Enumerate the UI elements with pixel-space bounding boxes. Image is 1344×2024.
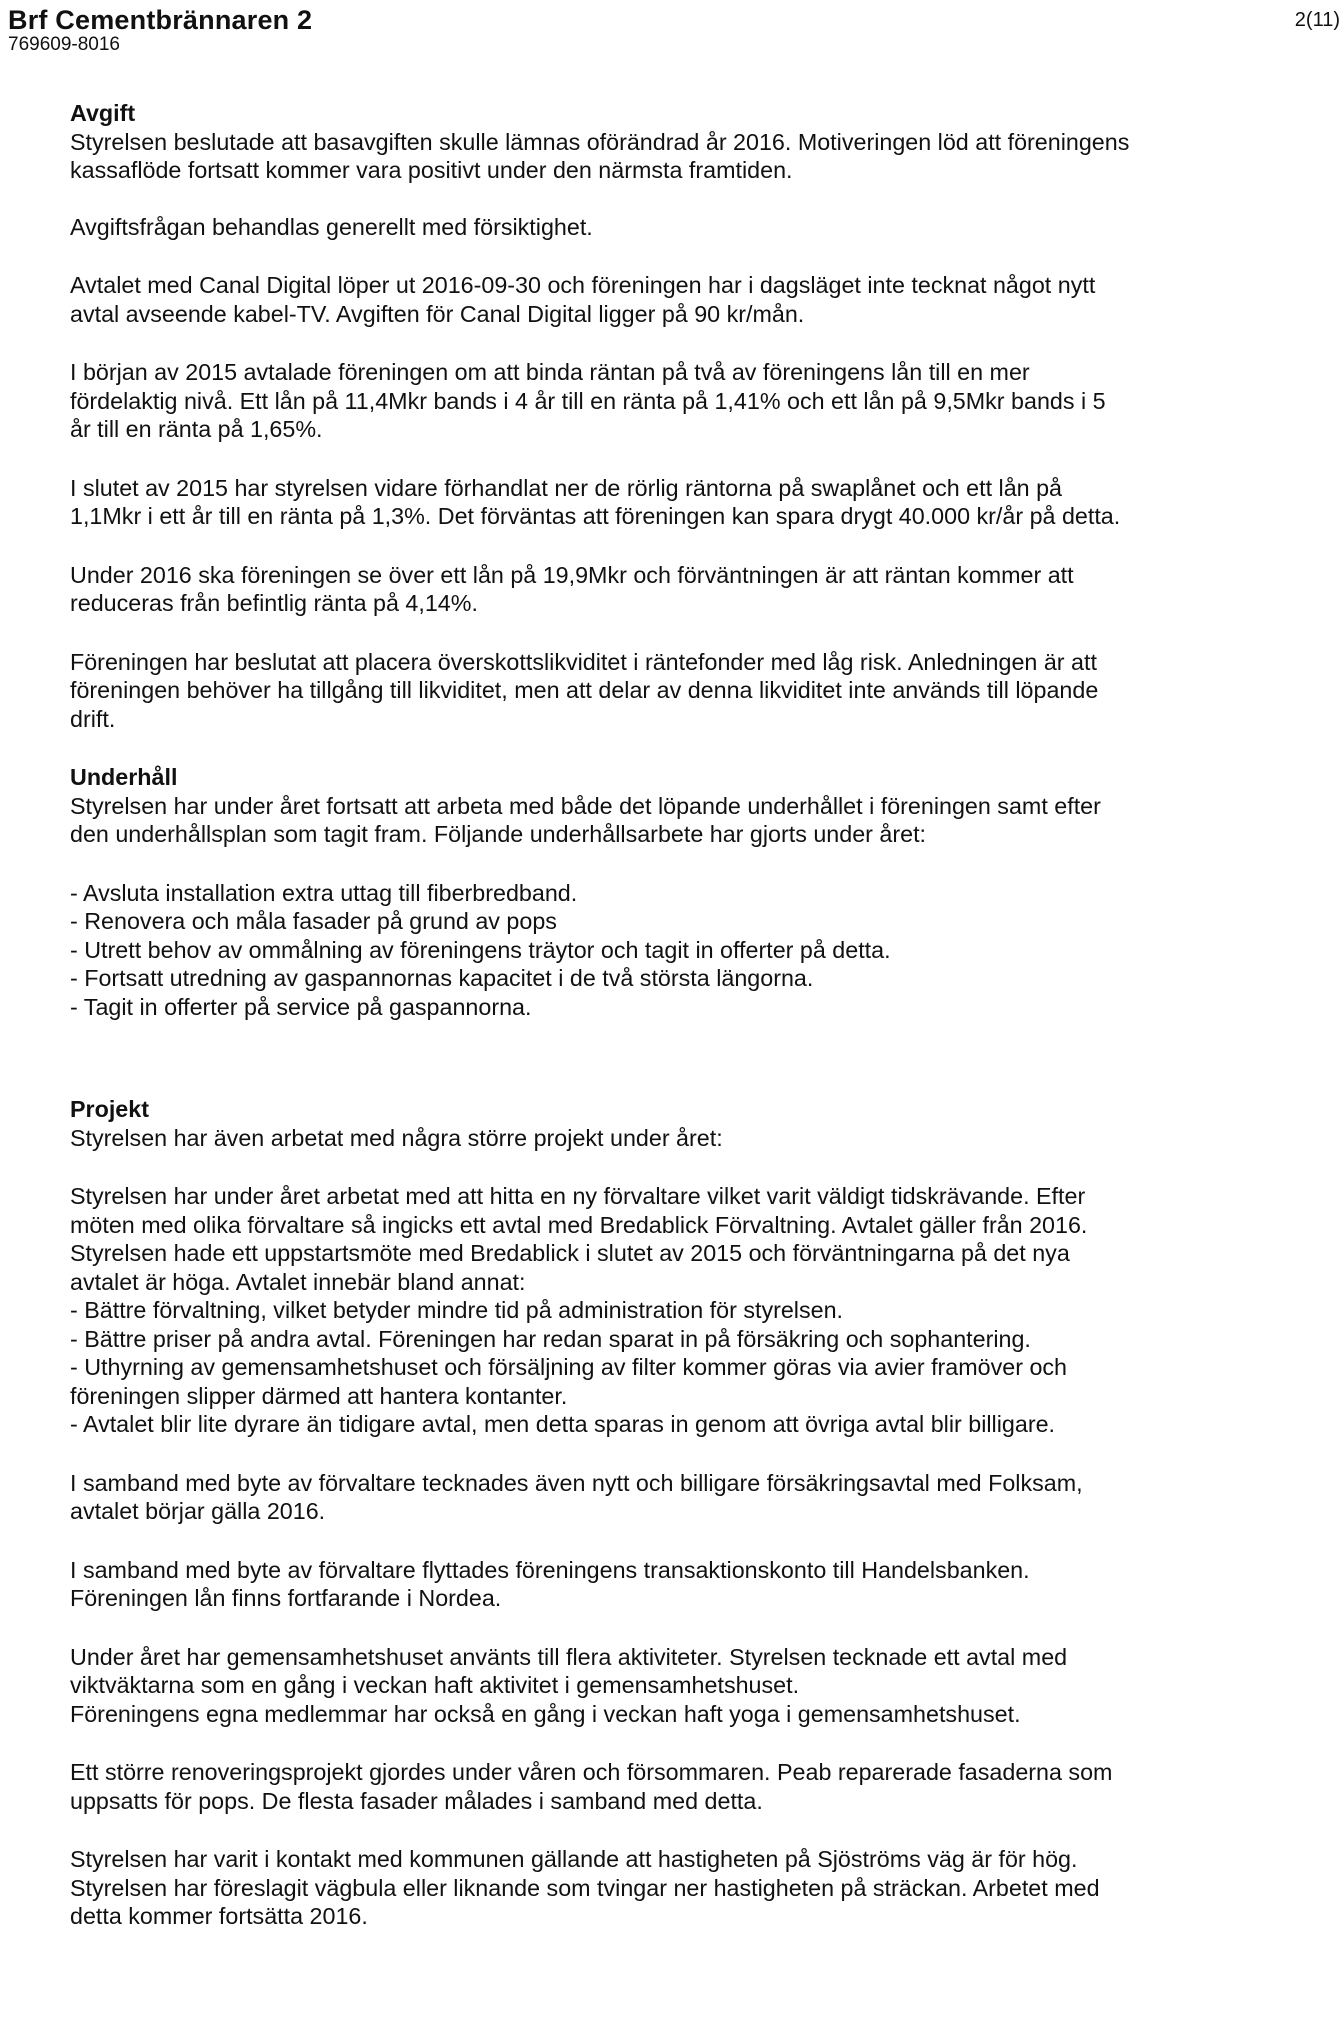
section-heading-underhall: Underhåll [70, 764, 178, 790]
paragraph [70, 1643, 1336, 1729]
text-line: reduceras från befintlig ränta på 4,14%. [70, 590, 478, 616]
document-body [70, 99, 1336, 1931]
paragraph [70, 271, 1336, 328]
text-line: avtalet är höga. Avtalet innebär bland annat: [70, 1268, 526, 1295]
text-line: avtalet börjar gälla 2016. [70, 1498, 326, 1524]
paragraph [70, 213, 1336, 242]
paragraph [70, 792, 1336, 849]
paragraph [70, 648, 1336, 734]
paragraph [70, 1469, 1336, 1526]
paragraph [70, 1845, 1336, 1931]
text-line: - Uthyrning av gemensamhetshuset och försäljning av filter kommer göras via avier framöver och [70, 1354, 1068, 1380]
text-line: föreningen slipper därmed att hantera kontanter. [70, 1382, 568, 1409]
section-heading-projekt: Projekt [70, 1096, 149, 1122]
text-line: I början av 2015 avtalade föreningen om att binda räntan på två av föreningens lån till en mer [70, 359, 1030, 385]
list-item: - Utrett behov av ommålning av föreningens träytor och tagit in offerter på detta. [70, 936, 891, 963]
text-line: Avtalet med Canal Digital löper ut 2016-09-30 och föreningen har i dagsläget inte tecknat något nytt [70, 272, 1096, 298]
text-line: detta kommer fortsätta 2016. [70, 1903, 368, 1929]
text-line: I slutet av 2015 har styrelsen vidare förhandlat ner de rörlig räntorna på swaplånet och ett lån på [70, 474, 1063, 501]
section-heading-avgift: Avgift [70, 100, 136, 126]
text-line: den underhållsplan som tagit fram. Följande underhållsarbete har gjorts under året: [70, 821, 927, 847]
paragraph [70, 358, 1336, 444]
text-line: viktväktarna som en gång i veckan haft aktivitet i gemensamhetshuset. [70, 1672, 800, 1698]
paragraph [70, 1182, 1336, 1439]
text-line: kassaflöde fortsatt kommer vara positivt under den närmsta framtiden. [70, 157, 793, 183]
paragraph [70, 1556, 1336, 1613]
text-line: föreningen behöver ha tillgång till likviditet, men att delar av denna likviditet inte används till löpande [70, 677, 1099, 703]
text-line: I samband med byte av förvaltare flyttades föreningens transaktionskonto till Handelsbanken. [70, 1556, 1030, 1583]
page-number: 2(11) [1294, 9, 1340, 31]
text-line: Under året har gemensamhetshuset använts till flera aktiviteter. Styrelsen tecknade ett avtal med [70, 1643, 1068, 1670]
paragraph [70, 561, 1336, 618]
text-line: Föreningen lån finns fortfarande i Nordea. [70, 1585, 502, 1611]
text-line: Styrelsen har under året arbetat med att hitta en ny förvaltare vilket varit väldigt tidskrävande. Efter [70, 1183, 1086, 1209]
list-item: - Fortsatt utredning av gaspannornas kapacitet i de två största längorna. [70, 965, 814, 991]
paragraph [70, 1758, 1336, 1815]
maintenance-list [70, 879, 1336, 1022]
text-line: Avgiftsfrågan behandlas generellt med försiktighet. [70, 213, 593, 240]
section-underhall [70, 763, 1336, 1021]
text-line: 1,1Mkr i ett år till en ränta på 1,3%. Det förväntas att föreningen kan spara drygt 40.000 kr/år på detta. [70, 503, 1121, 529]
text-line: Föreningens egna medlemmar har också en gång i veckan haft yoga i gemensamhetshuset. [70, 1700, 1021, 1727]
text-line: Styrelsen har varit i kontakt med kommunen gällande att hastigheten på Sjöströms väg är för hög. [70, 1846, 1078, 1872]
text-line: avtal avseende kabel-TV. Avgiften för Canal Digital ligger på 90 kr/mån. [70, 300, 805, 327]
list-item: - Renovera och måla fasader på grund av pops [70, 908, 557, 934]
text-line: - Avtalet blir lite dyrare än tidigare avtal, men detta sparas in genom att övriga avtal blir billigare. [70, 1411, 1056, 1437]
paragraph [70, 1124, 1336, 1153]
list-item: - Avsluta installation extra uttag till fiberbredband. [70, 879, 578, 906]
text-line: Föreningen har beslutat att placera överskottslikviditet i räntefonder med låg risk. Anledningen är att [70, 648, 1097, 675]
text-line: år till en ränta på 1,65%. [70, 416, 323, 442]
paragraph [70, 474, 1336, 531]
text-line: uppsatts för pops. De flesta fasader målades i samband med detta. [70, 1787, 763, 1814]
text-line: I samband med byte av förvaltare tecknades även nytt och billigare försäkringsavtal med Folksam, [70, 1469, 1083, 1496]
text-line: fördelaktig nivå. Ett lån på 11,4Mkr bands i 4 år till en ränta på 1,41% och ett lån på 9,5Mkr bands i 5 [70, 387, 1106, 414]
association-name: Brf Cementbrännaren 2 [8, 5, 313, 35]
text-line: - Bättre priser på andra avtal. Föreningen har redan sparat in på försäkring och sophantering. [70, 1325, 1031, 1352]
section-projekt [70, 1095, 1336, 1931]
paragraph [70, 128, 1336, 185]
text-line: Styrelsen beslutade att basavgiften skulle lämnas oförändrad år 2016. Motiveringen löd att föreningens [70, 128, 1130, 155]
text-line: - Bättre förvaltning, vilket betyder mindre tid på administration för styrelsen. [70, 1297, 844, 1323]
section-avgift [70, 99, 1336, 733]
text-line: Under 2016 ska föreningen se över ett lån på 19,9Mkr och förväntningen är att räntan kommer att [70, 561, 1074, 588]
text-line: möten med olika förvaltare så ingicks ett avtal med Bredablick Förvaltning. Avtalet gäller från 2016. [70, 1211, 1088, 1238]
list-item: - Tagit in offerter på service på gaspannorna. [70, 993, 532, 1020]
text-line: Styrelsen har under året fortsatt att arbeta med både det löpande underhållet i föreningen samt efter [70, 792, 1101, 819]
text-line: drift. [70, 705, 116, 732]
text-line: Ett större renoveringsprojekt gjordes under våren och försommaren. Peab reparerade fasaderna som [70, 1759, 1113, 1785]
organization-number: 769609-8016 [8, 34, 120, 55]
text-line: Styrelsen har även arbetat med några större projekt under året: [70, 1124, 723, 1151]
text-line: Styrelsen har föreslagit vägbula eller liknande som tvingar ner hastigheten på sträckan. Arbetet med [70, 1874, 1100, 1901]
text-line: Styrelsen hade ett uppstartsmöte med Bredablick i slutet av 2015 och förväntningarna på det nya [70, 1240, 1070, 1266]
